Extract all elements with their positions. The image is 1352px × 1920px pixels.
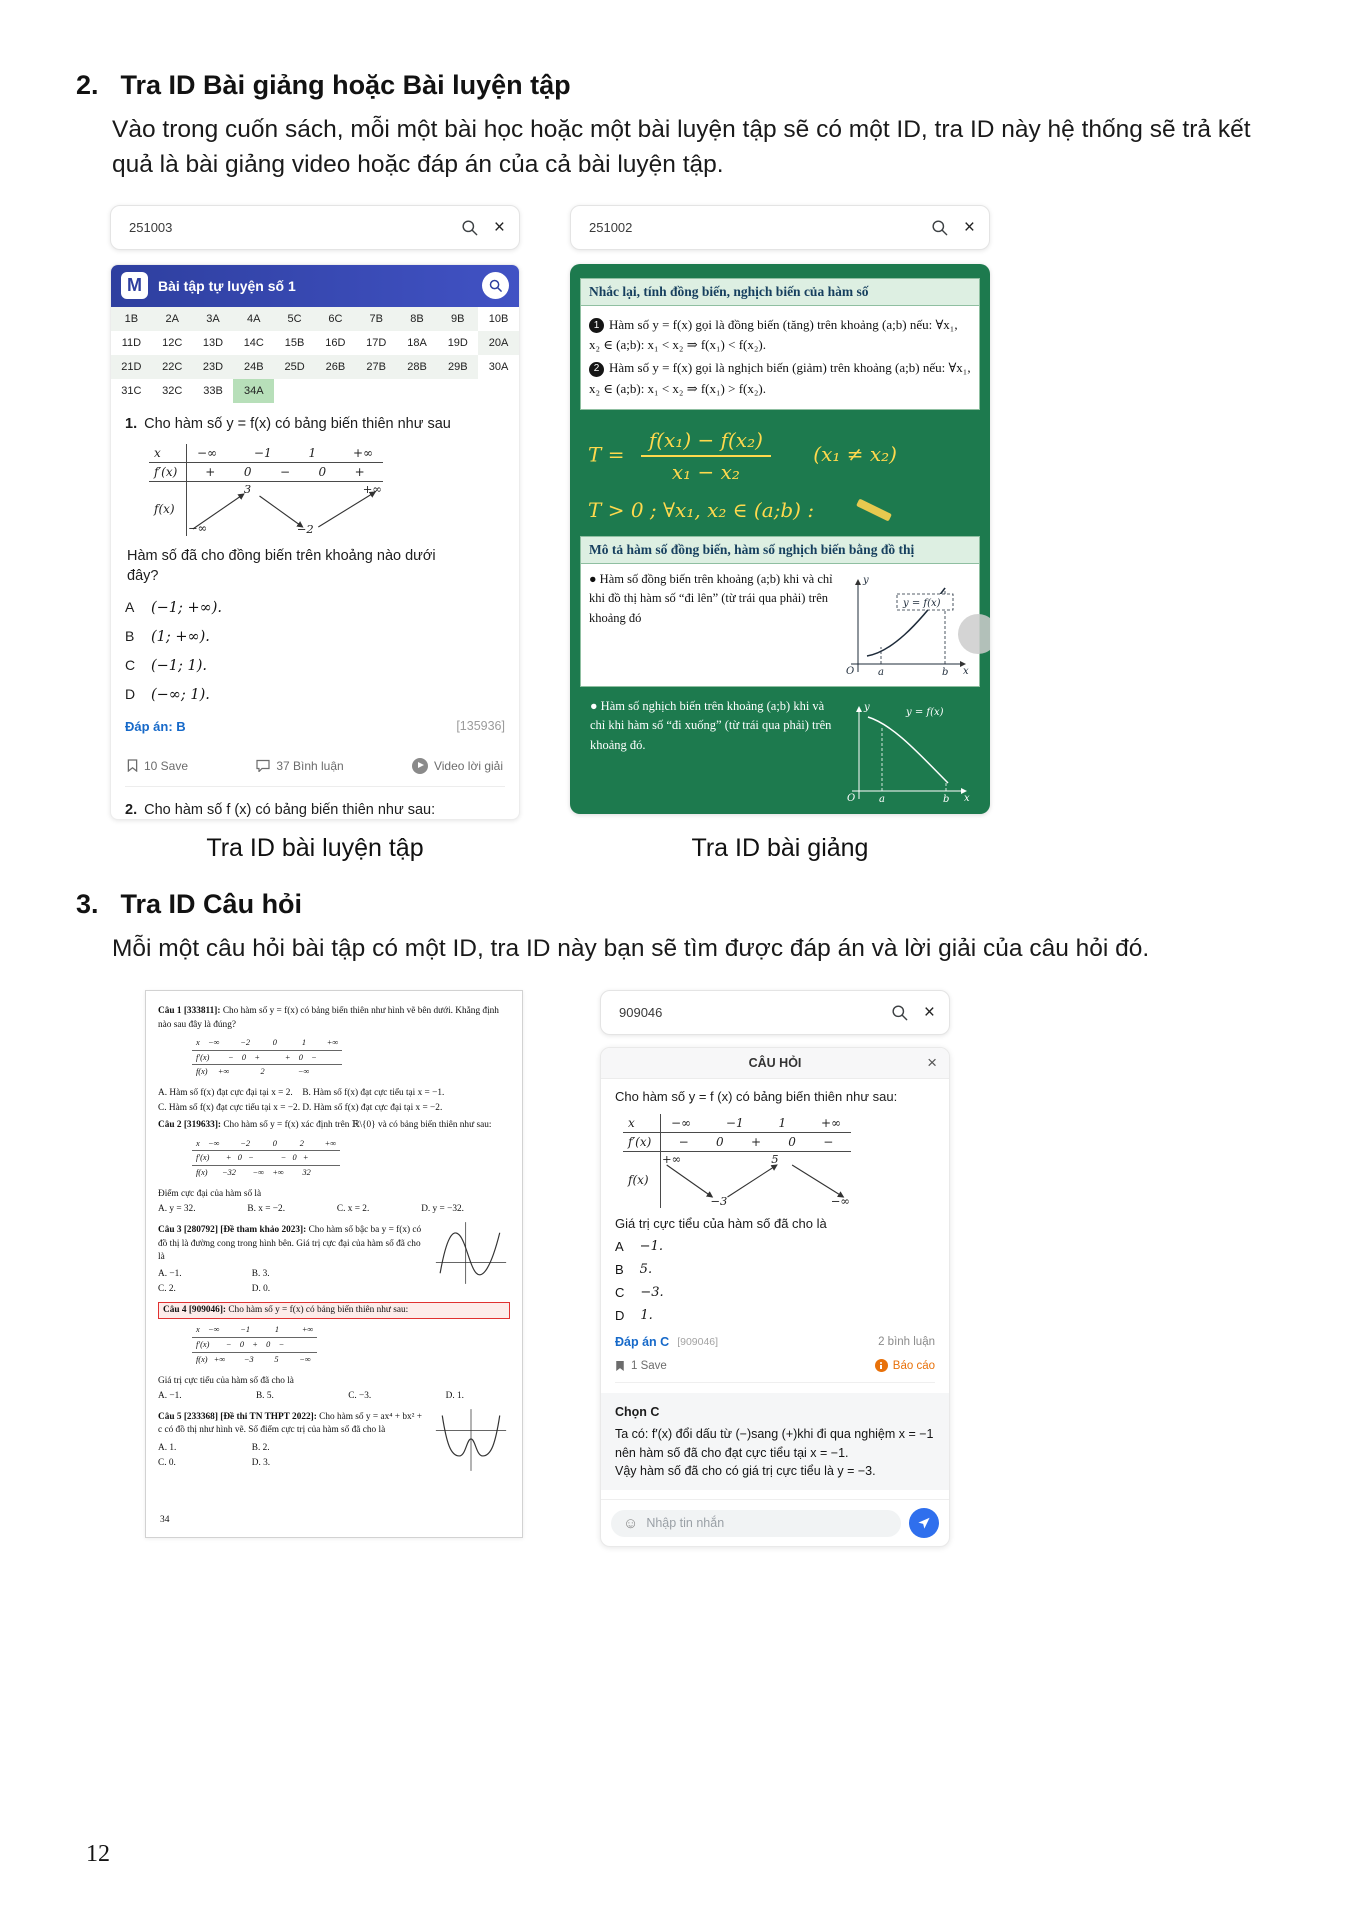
app-logo: M	[121, 272, 148, 299]
section-3-heading	[76, 889, 1352, 920]
search-icon[interactable]	[890, 1003, 909, 1022]
svg-text:O: O	[847, 792, 856, 804]
search-icon[interactable]	[460, 218, 479, 237]
doc-option: B. Hàm số f(x) đạt cực tiểu tại x = −1.	[302, 1088, 445, 1099]
variation-table	[149, 444, 383, 536]
exercise-app-screenshot	[110, 264, 520, 820]
svg-text:x: x	[964, 792, 970, 804]
doc-option: C. −3.	[348, 1391, 372, 1401]
cubic-graph	[432, 1220, 510, 1286]
answer-cell: 16D	[315, 331, 356, 355]
decreasing-graph	[842, 697, 974, 809]
answer-cell: 1B	[111, 307, 152, 331]
search-input[interactable]: 251003	[129, 219, 173, 235]
highlight-box: Câu 4 [909046]: Cho hàm số y = f(x) có bảng biến thiên như sau:	[158, 1302, 510, 1319]
answer-cell: 15B	[274, 331, 315, 355]
quartic-graph	[432, 1407, 510, 1473]
message-input[interactable]	[611, 1510, 901, 1537]
answer-cell: 31C	[111, 379, 152, 403]
doc-option: B. 3.	[251, 1268, 270, 1279]
question-1	[125, 415, 505, 787]
solution-title: Chọn C	[615, 1405, 660, 1420]
bookmark-icon	[127, 759, 138, 772]
search-bar-exercise[interactable]	[110, 205, 520, 250]
section-3-number: 3.	[76, 888, 99, 919]
doc-option: B. 2.	[251, 1442, 270, 1453]
describe-point-1: ● Hàm số đồng biến trên khoảng (a;b) khi và chỉ khi đồ thị hàm số “đi lên” (từ trái qua phải) trên khoảng đó	[589, 571, 833, 625]
caption-exercise: Tra ID bài luyện tập	[206, 833, 424, 862]
recall-point-2: 2 Hàm số y = f(x) gọi là nghịch biến (giảm) trên khoảng (a;b) nếu: ∀x₁, x₂ ∈ (a;b): x₁ < x₂ ⇒ f(x₁) > f(x₂).	[589, 360, 971, 396]
emoji-icon[interactable]: ☺	[623, 1514, 639, 1532]
answer-cell: 21D	[111, 355, 152, 379]
doc-option: C. 0.	[158, 1457, 176, 1468]
doc-option: A. −1.	[158, 1268, 182, 1279]
point-2-badge: 2	[589, 362, 604, 377]
doc-options	[158, 1085, 447, 1115]
answer-cell: 29B	[437, 355, 478, 379]
answer-cell: 13D	[193, 331, 234, 355]
app-title: Bài tập tự luyện số 1	[158, 277, 296, 294]
answer-cell: 22C	[152, 355, 193, 379]
section-2-heading	[76, 70, 1352, 101]
x-row: x −∞ −1 1 +∞	[149, 444, 383, 463]
answer-cell: 17D	[356, 331, 397, 355]
variation-arrows	[661, 1152, 851, 1208]
mini-variation-table: x −∞ −2 0 2 +∞ f′(x) + 0 − − 0 + f(x) −32 −∞ +∞ 32	[192, 1137, 340, 1180]
report-button[interactable]: Báo cáo	[875, 1359, 935, 1372]
answer-cell: 8B	[397, 307, 438, 331]
question-number: 2.	[125, 801, 138, 818]
answer-cell: 6C	[315, 307, 356, 331]
message-input-bar	[601, 1499, 949, 1546]
qa-panel-header	[601, 1048, 949, 1079]
save-button[interactable]: 1 Save	[615, 1360, 667, 1372]
section-2-number: 2.	[76, 70, 99, 100]
exercise-app-header	[111, 265, 519, 307]
answer-cell: 18A	[397, 331, 438, 355]
message-placeholder: Nhập tin nhắn	[646, 1516, 725, 1531]
doc-option: D. y = −32.	[421, 1204, 464, 1215]
comments-count[interactable]: 2 bình luận	[878, 1336, 935, 1349]
page-number: 12	[86, 1841, 110, 1867]
doc-option: A. −1.	[158, 1391, 182, 1401]
save-button[interactable]: 10 Save	[127, 759, 188, 773]
answer-cell: 32C	[152, 379, 193, 403]
video-solution-button[interactable]: Video lời giải	[412, 758, 503, 774]
question-id: [909046]	[677, 1336, 719, 1349]
comments-button[interactable]: 37 Bình luận	[256, 759, 343, 773]
send-button[interactable]	[909, 1508, 939, 1538]
floating-bubble[interactable]	[958, 614, 990, 654]
section-3-body: Mỗi một câu hỏi bài tập có một ID, tra ID này bạn sẽ tìm được đáp án và lời giải của câu hỏi đó.	[112, 934, 1150, 962]
lecture-app-screenshot	[570, 264, 990, 814]
answer-option: C −3.	[615, 1285, 664, 1301]
answer-cell: 10B	[478, 307, 519, 331]
doc-option: D. Hàm số f(x) đạt cực đại tại x = −2.	[302, 1103, 443, 1114]
answer-cell: 4A	[233, 307, 274, 331]
solution-block	[601, 1393, 949, 1490]
doc-page-number: 34	[160, 1514, 170, 1525]
option-list	[125, 599, 505, 703]
answer-cell: 19D	[437, 331, 478, 355]
graph-label: y = f(x)	[903, 597, 941, 609]
answer-cell: 28B	[397, 355, 438, 379]
doc-option: C. Hàm số f(x) đạt cực tiểu tại x = −2.	[158, 1103, 301, 1114]
search-bar-lecture[interactable]	[570, 205, 990, 250]
search-icon	[488, 278, 503, 293]
solution-text: Ta có: f′(x) đổi dấu từ (−)sang (+)khi đi qua nghiệm x = −1 nên hàm số đã cho đạt cực tiểu tại x = −1.	[615, 1427, 934, 1460]
svg-text:O: O	[846, 665, 855, 677]
svg-text:a: a	[878, 666, 884, 678]
play-icon	[412, 758, 428, 774]
describe-box	[580, 536, 980, 687]
option-row: C (−1; 1).	[125, 656, 208, 674]
recall-point-1: 1 Hàm số y = f(x) gọi là đồng biến (tăng) trên khoảng (a;b) nếu: ∀x₁, x₂ ∈ (a;b): x₁ < x₂ ⇒ f(x₁) < f(x₂).	[589, 316, 958, 353]
option-row: D (−∞; 1).	[125, 685, 210, 703]
doc-options	[158, 1390, 510, 1403]
section-3-title: Tra ID Câu hỏi	[120, 888, 303, 919]
bookmark-icon	[615, 1360, 625, 1372]
answer-cell: 30A	[478, 355, 519, 379]
doc-option: D. 0.	[251, 1284, 271, 1295]
answer-option: D 1.	[615, 1308, 653, 1324]
chalk-pen-icon	[856, 498, 892, 521]
close-icon[interactable]: ×	[927, 1053, 937, 1073]
question-ask: Hàm số đã cho đồng biến trên khoảng nào dưới đây?	[127, 548, 436, 585]
fx-row: f(x) −∞ 3 −2 +∞	[149, 482, 383, 536]
answer-option: A −1.	[615, 1239, 663, 1255]
answer-cell: 5C	[274, 307, 315, 331]
doc-option: A. y = 32.	[158, 1204, 196, 1215]
clear-icon[interactable]: ×	[923, 1002, 935, 1024]
answer-option: B 5.	[615, 1262, 653, 1278]
variation-table: x −∞ −1 1 +∞ f′(x) − 0 + 0 − f(x) +∞ −3 5 −∞	[623, 1114, 851, 1208]
search-input[interactable]: 251002	[589, 219, 633, 235]
doc-option: A. Hàm số f(x) đạt cực đại tại x = 2.	[158, 1088, 293, 1099]
answer-cell: 14C	[233, 331, 274, 355]
chalk-formula: T = $\frac{\text{f(x₁) − f(x₂)}}{\text{x₁ − x₂}}$ (x₁ ≠ x₂) T > 0 ; ∀x₁, x₂ ∈ (a;b) :	[588, 427, 897, 522]
question-stem: 1. Cho hàm số y = f(x) có bảng biến thiên như sau	[125, 415, 451, 432]
doc-option: B. x = −2.	[247, 1204, 286, 1215]
question-document-screenshot: Câu 1 [333811]: Cho hàm số y = f(x) có bảng biến thiên như hình vẽ bên dưới. Khẳng định nào sau đây là đúng? x −∞ −2 0 1 +∞ f′(x) − 0 + + 0 − f(x) +∞ 2 −∞ A. Hàm số f(x) đạt cực đại tại x = 2. B. Hàm số f(x) đạt cực tiểu tại x = −1. C. Hàm số f(x) đạt cực tiểu tại x = −2. D. Hàm số f(x) đạt cực đại tại x = −2. Câu 2 [319633]: Cho hàm số y = f(x) xác định trên ℝ\{0} và có bảng biến thiên như sau: x −∞ −2 0 2 +∞ f′(x) + 0 − − 0 + f(x) −32 −∞ +∞ 32 Điểm cực đại của hàm số là A. y = 32. B. x = −2. C. x = 2. D. y = −32. Câu 3 [280792] [Đề tham khảo 2023]: Cho hàm số bậc ba y = f(x) có đồ thị là đường cong trong hình bên. Giá trị cực đại của hàm số đã cho là A. −1. B. 3. C. 2. D. 0. Câu 4 [909046]: Cho hàm số y = f(x) có bảng biến thiên như sau: x −∞ −1 1 +∞ f′(x) − 0 + 0 − f(x) +∞ −3 5 −∞ Giá trị cực tiểu của hàm số đã cho là A. −1. B. 5. C. −3. D. 1. Câu 5 [233368] [Đề thi TN THPT 2022]: Cho hàm số y = ax⁴ + bx² + c có đồ thị như hình vẽ. Số điểm cực trị của hàm số đã cho là A. 1. B. 2. C. 0. D. 3. 34	[145, 990, 523, 1538]
doc-option: C. 2.	[158, 1284, 176, 1295]
solution-text: Vậy hàm số đã cho có giá trị cực tiểu là y = −3.	[615, 1463, 876, 1478]
svg-text:x: x	[963, 665, 969, 677]
answer-label[interactable]: Đáp án C	[615, 1335, 670, 1350]
doc-question-3: Câu 3 [280792] [Đề tham khảo 2023]: Cho hàm số bậc ba y = f(x) có đồ thị là đường cong trong hình bên. Giá trị cực đại của hàm số đã cho là A. −1. B. 3. C. 2. D. 0.	[158, 1220, 510, 1296]
info-icon	[875, 1359, 888, 1372]
question-id: [135936]	[456, 719, 505, 734]
answer-cell: 11D	[111, 331, 152, 355]
send-icon	[917, 1516, 931, 1530]
box-title: Mô tả hàm số đồng biến, hàm số nghịch biến bằng đồ thị	[581, 537, 979, 564]
answer-cell: 27B	[356, 355, 397, 379]
answer-cell: 34A	[233, 379, 274, 403]
question-number: 1.	[125, 415, 138, 432]
doc-question-5: Câu 5 [233368] [Đề thi TN THPT 2022]: Cho hàm số y = ax⁴ + bx² + c có đồ thị như hình vẽ. Số điểm cực trị của hàm số đã cho là A. 1. B. 2. C. 0. D. 3.	[158, 1407, 510, 1473]
answer-reveal[interactable]: Đáp án: B	[125, 718, 186, 734]
answer-cell: 12C	[152, 331, 193, 355]
answer-cell: 33B	[193, 379, 234, 403]
qa-options	[615, 1239, 935, 1323]
svg-text:b: b	[943, 793, 950, 805]
answer-cell: 23D	[193, 355, 234, 379]
doc-option: C. x = 2.	[336, 1204, 370, 1215]
qa-question-ask: Giá trị cực tiểu của hàm số đã cho là	[615, 1216, 827, 1232]
doc-options	[158, 1203, 510, 1216]
section-2-title: Tra ID Bài giảng hoặc Bài luyện tập	[120, 70, 571, 100]
clear-icon[interactable]: ×	[493, 216, 505, 238]
point-1-badge: 1	[589, 318, 604, 333]
fprime-row: f′(x) + 0 − 0 +	[149, 463, 383, 482]
question-2: 2. Cho hàm số f (x) có bảng biến thiên như sau:	[125, 801, 505, 819]
option-row: A (−1; +∞).	[125, 598, 223, 616]
mini-variation-table: x −∞ −1 1 +∞ f′(x) − 0 + 0 − f(x) +∞ −3 5 −∞	[192, 1323, 317, 1366]
doc-option: D. 3.	[251, 1457, 271, 1468]
exercise-body	[111, 403, 519, 819]
describe-point-2: ● Hàm số nghịch biến trên khoảng (a;b) khi và chỉ khi hàm số “đi xuống” (từ trái qua phải) trên khoảng đó.	[590, 698, 832, 752]
doc-option: A. 1.	[158, 1442, 177, 1453]
comment-icon	[256, 759, 270, 772]
recall-box	[580, 278, 980, 410]
box-title: Nhắc lại, tính đồng biến, nghịch biến của hàm số	[581, 279, 979, 306]
clear-icon[interactable]: ×	[963, 216, 975, 238]
option-row: B (1; +∞).	[125, 627, 210, 645]
caption-lecture: Tra ID bài giảng	[691, 833, 869, 862]
qa-panel	[600, 1047, 950, 1547]
describe-green-section	[580, 687, 980, 809]
answer-cell: 26B	[315, 355, 356, 379]
qa-panel-title: CÂU HỎI	[748, 1056, 802, 1071]
answer-cell: 9B	[437, 307, 478, 331]
doc-question-2: Câu 2 [319633]: Cho hàm số y = f(x) xác định trên ℝ\{0} và có bảng biến thiên như sau:	[158, 1120, 492, 1131]
search-input[interactable]: 909046	[619, 1005, 663, 1021]
svg-text:y: y	[864, 701, 870, 713]
answer-cell: 20A	[478, 331, 519, 355]
mini-variation-table: x −∞ −2 0 1 +∞ f′(x) − 0 + + 0 − f(x) +∞ 2 −∞	[192, 1036, 342, 1079]
svg-text:y: y	[863, 574, 869, 586]
answer-key-grid	[111, 307, 519, 403]
answer-cell: 3A	[193, 307, 234, 331]
qa-question-stem: Cho hàm số y = f (x) có bảng biến thiên như sau:	[615, 1089, 898, 1105]
doc-option: D. 1.	[445, 1391, 464, 1401]
header-search-button[interactable]	[482, 272, 509, 299]
search-bar-question[interactable]	[600, 990, 950, 1035]
increasing-graph	[841, 570, 973, 682]
search-icon[interactable]	[930, 218, 949, 237]
answer-cell: 25D	[274, 355, 315, 379]
variation-arrows	[187, 482, 383, 536]
answer-cell: 24B	[233, 355, 274, 379]
svg-text:a: a	[879, 793, 885, 805]
section-2-body: Vào trong cuốn sách, mỗi một bài học hoặc một bài luyện tập sẽ có một ID, tra ID này hệ thống sẽ trả kết quả là bài giảng video hoặc đáp án của cả bài luyện tập.	[112, 116, 1251, 178]
fraction: $\frac{\text{f(x₁) − f(x₂)}}{\text{x₁ − x₂}}$	[641, 428, 771, 484]
question-footer	[125, 748, 505, 787]
answer-cell: 7B	[356, 307, 397, 331]
answer-cell: 2A	[152, 307, 193, 331]
graph-label: y = f(x)	[906, 706, 944, 718]
svg-text:b: b	[942, 666, 949, 678]
doc-option: B. 5.	[255, 1391, 274, 1401]
doc-question-1: Câu 1 [333811]: Cho hàm số y = f(x) có bảng biến thiên như hình vẽ bên dưới. Khẳng định nào sau đây là đúng?	[158, 1006, 499, 1030]
